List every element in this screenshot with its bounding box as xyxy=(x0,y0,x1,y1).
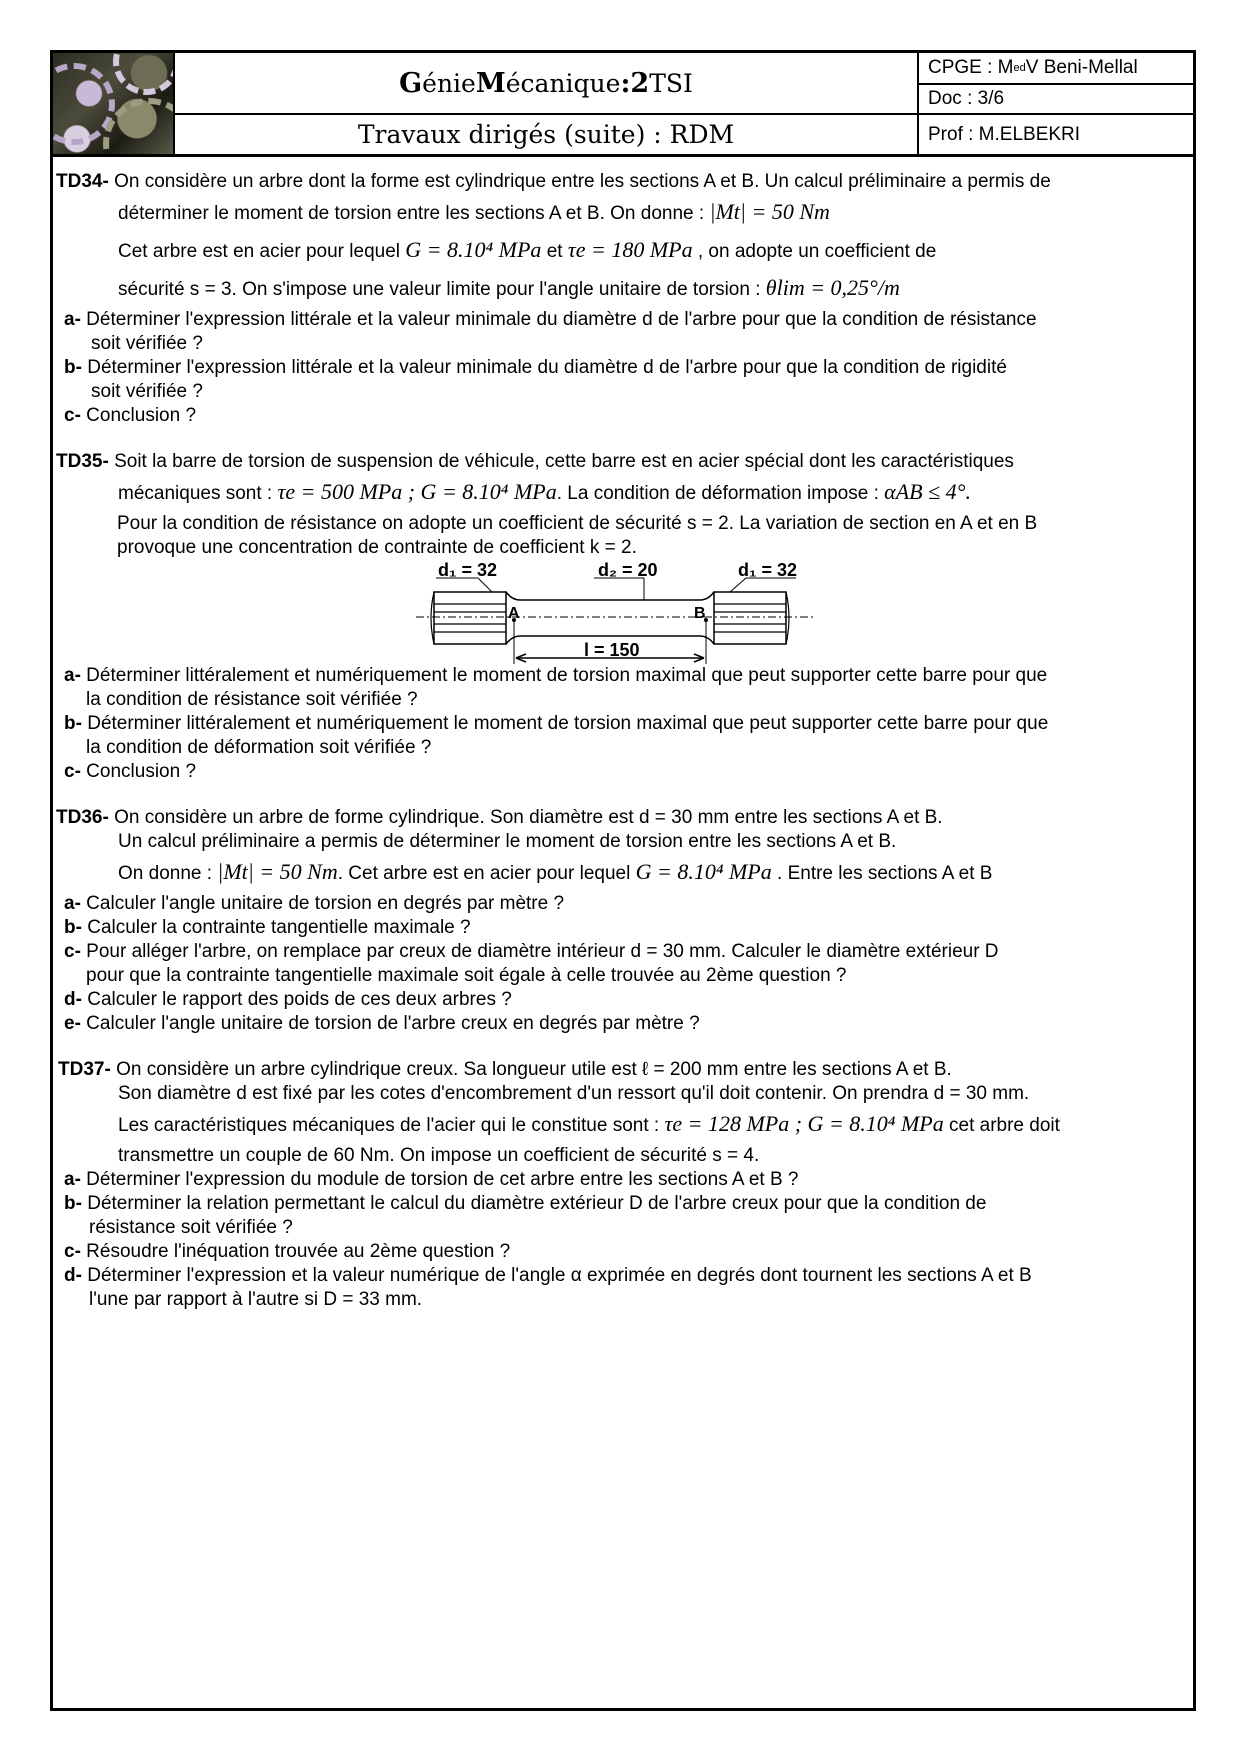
info-block xyxy=(919,53,1193,154)
torsion-bar-diagram xyxy=(416,562,816,664)
question-item xyxy=(56,760,1186,784)
exercise-text: sécurité s = 3. On s'impose une valeur limite pour l'angle unitaire de torsion : xyxy=(118,279,766,300)
formula: G = 8.10⁴ MPa xyxy=(405,237,542,262)
question-text: Conclusion ? xyxy=(80,761,197,782)
question-label: a- xyxy=(64,893,81,914)
bar-top xyxy=(506,592,714,600)
question-text: Conclusion ? xyxy=(80,405,197,426)
exercise-text: On donne : xyxy=(118,863,218,884)
point-label: A xyxy=(508,605,520,622)
question-label: c- xyxy=(64,761,81,782)
exercise-text: On considère un arbre dont la forme est cylindrique entre les sections A et B. Un calcul préliminaire a permis de xyxy=(108,171,1051,192)
professor-name: Prof : M.ELBEKRI xyxy=(928,123,1081,145)
question-item xyxy=(56,988,1186,1012)
exercise-text: . Cet arbre est en acier pour lequel xyxy=(337,863,636,884)
question-text: Calculer l'angle unitaire de torsion en degrés par mètre ? xyxy=(80,893,565,914)
question-text: Pour alléger l'arbre, on remplace par creux de diamètre intérieur d = 30 mm. Calculer le diamètre extérieur D xyxy=(80,941,999,962)
title-colon: : xyxy=(620,67,631,99)
title-block xyxy=(175,53,919,154)
exercise-text: transmettre un couple de 60 Nm. On impose un coefficient de sécurité s = 4. xyxy=(118,1145,760,1166)
question-text: Résoudre l'inéquation trouvée au 2ème question ? xyxy=(80,1241,511,1262)
question-item xyxy=(56,916,1186,940)
title-initial-g: G xyxy=(399,67,423,99)
exercise-text: mécaniques sont : xyxy=(118,483,278,504)
exercise-text: Un calcul préliminaire a permis de déterminer le moment de torsion entre les sections A et B. xyxy=(118,831,897,852)
title-level: 2 xyxy=(630,67,650,99)
question-label: b- xyxy=(64,917,82,938)
question-item xyxy=(56,712,1186,736)
exercise-label: TD35- xyxy=(56,451,109,472)
title-class: TSI xyxy=(649,68,693,98)
question-text: Déterminer l'expression littérale et la valeur minimale du diamètre d de l'arbre pour que la condition de résistance xyxy=(80,309,1037,330)
dimension-label: d₁ = 32 xyxy=(738,560,797,580)
exercise-text: Son diamètre d est fixé par les cotes d'encombrement d'un ressort qu'il doit contenir. On prendra d = 30 mm. xyxy=(118,1083,1030,1104)
school-name: CPGE : M ed V Beni-Mellal xyxy=(919,53,1193,85)
exercise-text: Pour la condition de résistance on adopte un coefficient de sécurité s = 2. La variation de section en A et en B xyxy=(117,513,1038,534)
formula: |Mt| = 50 Nm xyxy=(217,859,338,884)
exercise-text: provoque une concentration de contrainte de coefficient k = 2. xyxy=(117,537,637,558)
exercise-text: . Entre les sections A et B xyxy=(771,863,993,884)
exercise-text: Les caractéristiques mécaniques de l'acier qui le constitue sont : xyxy=(118,1115,665,1136)
question-label: d- xyxy=(64,1265,82,1286)
question-item xyxy=(56,356,1186,380)
question-label: c- xyxy=(64,941,81,962)
question-text: résistance soit vérifiée ? xyxy=(89,1217,293,1238)
question-item xyxy=(56,1240,1186,1264)
question-text: Déterminer l'expression du module de torsion de cet arbre entre les sections A et B ? xyxy=(80,1169,799,1190)
question-item xyxy=(56,308,1186,332)
exercise-td37 xyxy=(56,1058,1186,1312)
formula: τe = 128 MPa ; G = 8.10⁴ MPa xyxy=(664,1111,944,1136)
exercise-td34 xyxy=(56,170,1186,428)
question-item xyxy=(56,1192,1186,1216)
question-label: a- xyxy=(64,309,81,330)
school-suffix: V Beni-Mellal xyxy=(1025,57,1138,78)
doc-number: Doc : 3/6 xyxy=(919,85,1193,115)
question-text: Déterminer littéralement et numériquement le moment de torsion maximal que peut supporter cette barre pour que xyxy=(80,665,1048,686)
question-text: Calculer l'angle unitaire de torsion de l'arbre creux en degrés par mètre ? xyxy=(80,1013,700,1034)
title-initial-m: M xyxy=(475,67,506,99)
exercise-text: On considère un arbre cylindrique creux. Sa longueur utile est ℓ = 200 mm entre les sections A et B. xyxy=(110,1059,952,1080)
question-item xyxy=(56,664,1186,688)
question-text: pour que la contrainte tangentielle maximale soit égale à celle trouvée au 2ème question ? xyxy=(86,965,847,986)
gears-logo-icon xyxy=(53,53,175,154)
title-part: énie xyxy=(422,68,476,98)
exercise-label: TD36- xyxy=(56,807,109,828)
document-header xyxy=(50,50,1196,157)
exercise-td35 xyxy=(56,450,1186,784)
document-subtitle: Travaux dirigés (suite) : RDM xyxy=(357,120,735,149)
formula: |Mt| = 50 Nm xyxy=(709,199,830,224)
dimension-label: d₁ = 32 xyxy=(438,560,497,580)
question-item xyxy=(56,1012,1186,1036)
dimension-label: d₂ = 20 xyxy=(598,560,658,580)
question-item xyxy=(56,1168,1186,1192)
question-text: Déterminer l'expression littérale et la valeur minimale du diamètre d de l'arbre pour que la condition de rigidité xyxy=(81,357,1007,378)
question-text: l'une par rapport à l'autre si D = 33 mm. xyxy=(89,1289,423,1310)
question-label: c- xyxy=(64,405,81,426)
formula: θlim = 0,25°/m xyxy=(765,275,900,300)
question-label: d- xyxy=(64,989,82,1010)
exercise-text: . La condition de déformation impose : xyxy=(556,483,885,504)
question-label: b- xyxy=(64,1193,82,1214)
question-text: la condition de résistance soit vérifiée ? xyxy=(86,689,418,710)
exercise-label: TD37- xyxy=(58,1059,111,1080)
question-label: b- xyxy=(64,713,82,734)
exercise-text: déterminer le moment de torsion entre les sections A et B. On donne : xyxy=(118,203,710,224)
question-text: soit vérifiée ? xyxy=(91,381,203,402)
exercise-text: Cet arbre est en acier pour lequel xyxy=(118,241,406,262)
formula: τe = 180 MPa xyxy=(567,237,693,262)
question-item xyxy=(56,404,1186,428)
dimension-label: l = 150 xyxy=(584,640,640,660)
question-label: b- xyxy=(64,357,82,378)
school-prefix: CPGE : M xyxy=(928,57,1014,78)
formula: τe = 500 MPa ; G = 8.10⁴ MPa xyxy=(277,479,557,504)
exercise-text: Soit la barre de torsion de suspension de véhicule, cette barre est en acier spécial dont les caractéristiques xyxy=(108,451,1014,472)
question-text: Déterminer la relation permettant le calcul du diamètre extérieur D de l'arbre creux pour que la condition de xyxy=(81,1193,987,1214)
question-label: c- xyxy=(64,1241,81,1262)
title-part: écanique xyxy=(505,68,621,98)
question-label: e- xyxy=(64,1013,81,1034)
point-label: B xyxy=(694,605,706,622)
formula: G = 8.10⁴ MPa xyxy=(635,859,772,884)
question-text: Calculer le rapport des poids de ces deux arbres ? xyxy=(81,989,512,1010)
course-title xyxy=(175,53,917,115)
exercise-text: cet arbre doit xyxy=(943,1115,1060,1136)
question-item xyxy=(56,1264,1186,1288)
question-text: la condition de déformation soit vérifiée ? xyxy=(86,737,432,758)
question-text: Déterminer l'expression et la valeur numérique de l'angle α exprimée en degrés dont tournent les sections A et B xyxy=(81,1265,1032,1286)
question-label: a- xyxy=(64,665,81,686)
exercise-label: TD34- xyxy=(56,171,109,192)
question-text: soit vérifiée ? xyxy=(91,333,203,354)
exercise-text: , on adopte un coefficient de xyxy=(692,241,937,262)
exercise-text: On considère un arbre de forme cylindrique. Son diamètre est d = 30 mm entre les sections A et B. xyxy=(108,807,943,828)
question-text: Déterminer littéralement et numériquement le moment de torsion maximal que peut supporter cette barre pour que xyxy=(81,713,1049,734)
document-body xyxy=(56,170,1186,1334)
left-end xyxy=(434,592,506,644)
question-text: Calculer la contrainte tangentielle maximale ? xyxy=(81,917,471,938)
question-item xyxy=(56,892,1186,916)
exercise-td36 xyxy=(56,806,1186,1036)
exercise-text: et xyxy=(541,241,568,262)
right-end xyxy=(714,592,786,644)
question-label: a- xyxy=(64,1169,81,1190)
formula: αAB ≤ 4°. xyxy=(884,479,971,504)
question-item xyxy=(56,940,1186,964)
